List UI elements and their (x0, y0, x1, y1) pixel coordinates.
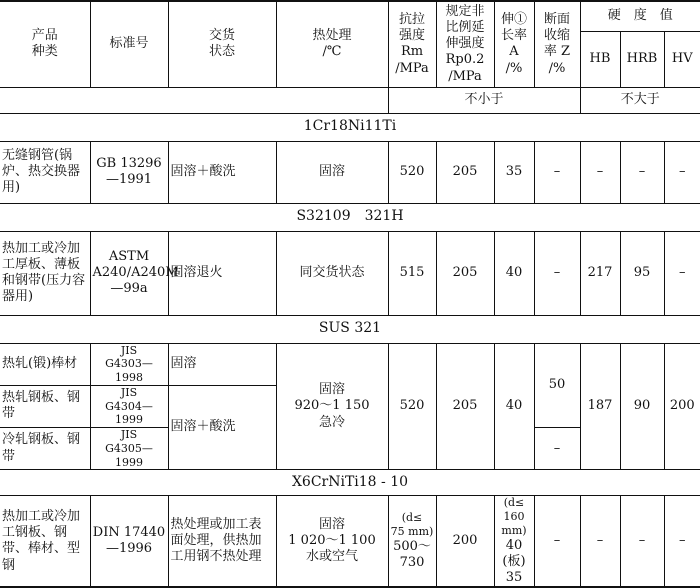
z-cell: 50 (534, 343, 580, 428)
hrb-cell: – (620, 496, 664, 588)
rm-cell: 520 (388, 343, 436, 470)
heat-cell: 固溶 920～1 150 急冷 (276, 343, 388, 470)
standard-cell: ASTM A240/A240M —99a (90, 231, 168, 315)
heat-cell: 固溶 (276, 141, 388, 203)
header-reduction-of-area: 断面 收缩 率 Z /% (534, 1, 580, 87)
a-value: 40 (板) 35 (502, 537, 526, 585)
product-cell: 热加工或冷加工厚板、薄板和钢带(压力容器用) (0, 231, 90, 315)
header-hrb: HRB (620, 31, 664, 87)
header-product: 产品 种类 (0, 1, 90, 87)
heat-cell: 同交货状态 (276, 231, 388, 315)
hv-cell: – (664, 141, 700, 203)
rm-cell: 515 (388, 231, 436, 315)
header-hv: HV (664, 31, 700, 87)
hb-cell: 187 (580, 343, 620, 470)
header-standard: 标准号 (90, 1, 168, 87)
a-note: (d≤ 160 mm) (501, 496, 527, 537)
rm-note: (d≤ 75 mm) (390, 511, 434, 538)
rp-cell: 205 (436, 231, 494, 315)
header-delivery: 交货 状态 (168, 1, 276, 87)
header-elongation: 伸① 长率 A /% (494, 1, 534, 87)
product-cell: 无缝钢管(锅炉、热交换器用) (0, 141, 90, 203)
header-blank (0, 87, 388, 113)
a-cell: 35 (494, 141, 534, 203)
product-cell: 热轧钢板、钢带 (0, 385, 90, 427)
z-cell: – (534, 141, 580, 203)
heat-cell: 固溶 1 020～1 100 水或空气 (276, 496, 388, 588)
hb-cell: 217 (580, 231, 620, 315)
hrb-cell: 95 (620, 231, 664, 315)
standard-cell: GB 13296 —1991 (90, 141, 168, 203)
header-yield-strength: 规定非 比例延 伸强度 Rp0.2 /MPa (436, 1, 494, 87)
standard-cell: DIN 17440 —1996 (90, 496, 168, 588)
header-heat-treatment: 热处理 /℃ (276, 1, 388, 87)
delivery-cell: 热处理或加工表面处理，供热加工用钢不热处理 (168, 496, 276, 588)
grade-heading: X6CrNiTi18 - 10 (0, 470, 700, 496)
z-cell: – (534, 496, 580, 588)
hv-cell: – (664, 496, 700, 588)
standard-cell: JIS G4303—1998 (90, 343, 168, 385)
grade-heading: S32109 321H (0, 203, 700, 231)
hv-cell: – (664, 231, 700, 315)
a-cell (494, 496, 534, 588)
rp-cell: 200 (436, 496, 494, 588)
header-hb: HB (580, 31, 620, 87)
standard-cell: JIS G4304—1999 (90, 385, 168, 427)
header-min-label: 不小于 (388, 87, 580, 113)
hb-cell: – (580, 141, 620, 203)
grade-heading: 1Cr18Ni11Ti (0, 113, 700, 141)
delivery-cell: 固溶 (168, 343, 276, 385)
hrb-cell: 90 (620, 343, 664, 470)
z-cell: – (534, 231, 580, 315)
header-hardness: 硬 度 值 (580, 1, 700, 31)
hrb-cell: – (620, 141, 664, 203)
delivery-cell: 固溶退火 (168, 231, 276, 315)
header-max-label: 不大于 (580, 87, 700, 113)
rm-cell: 520 (388, 141, 436, 203)
hv-cell: 200 (664, 343, 700, 470)
grade-heading: SUS 321 (0, 315, 700, 343)
delivery-cell: 固溶＋酸洗 (168, 385, 276, 470)
rp-cell: 205 (436, 141, 494, 203)
product-cell: 热轧(锻)棒材 (0, 343, 90, 385)
rm-value: 500～ 730 (393, 538, 431, 570)
delivery-cell: 固溶＋酸洗 (168, 141, 276, 203)
a-cell: 40 (494, 231, 534, 315)
product-cell: 冷轧钢板、钢带 (0, 428, 90, 470)
rm-cell (388, 496, 436, 588)
product-cell: 热加工或冷加工钢板、钢带、棒材、型钢 (0, 496, 90, 588)
header-tensile-strength: 抗拉 强度 Rm /MPa (388, 1, 436, 87)
z-cell: – (534, 428, 580, 470)
rp-cell: 205 (436, 343, 494, 470)
a-cell: 40 (494, 343, 534, 470)
hb-cell: – (580, 496, 620, 588)
standard-cell: JIS G4305—1999 (90, 428, 168, 470)
